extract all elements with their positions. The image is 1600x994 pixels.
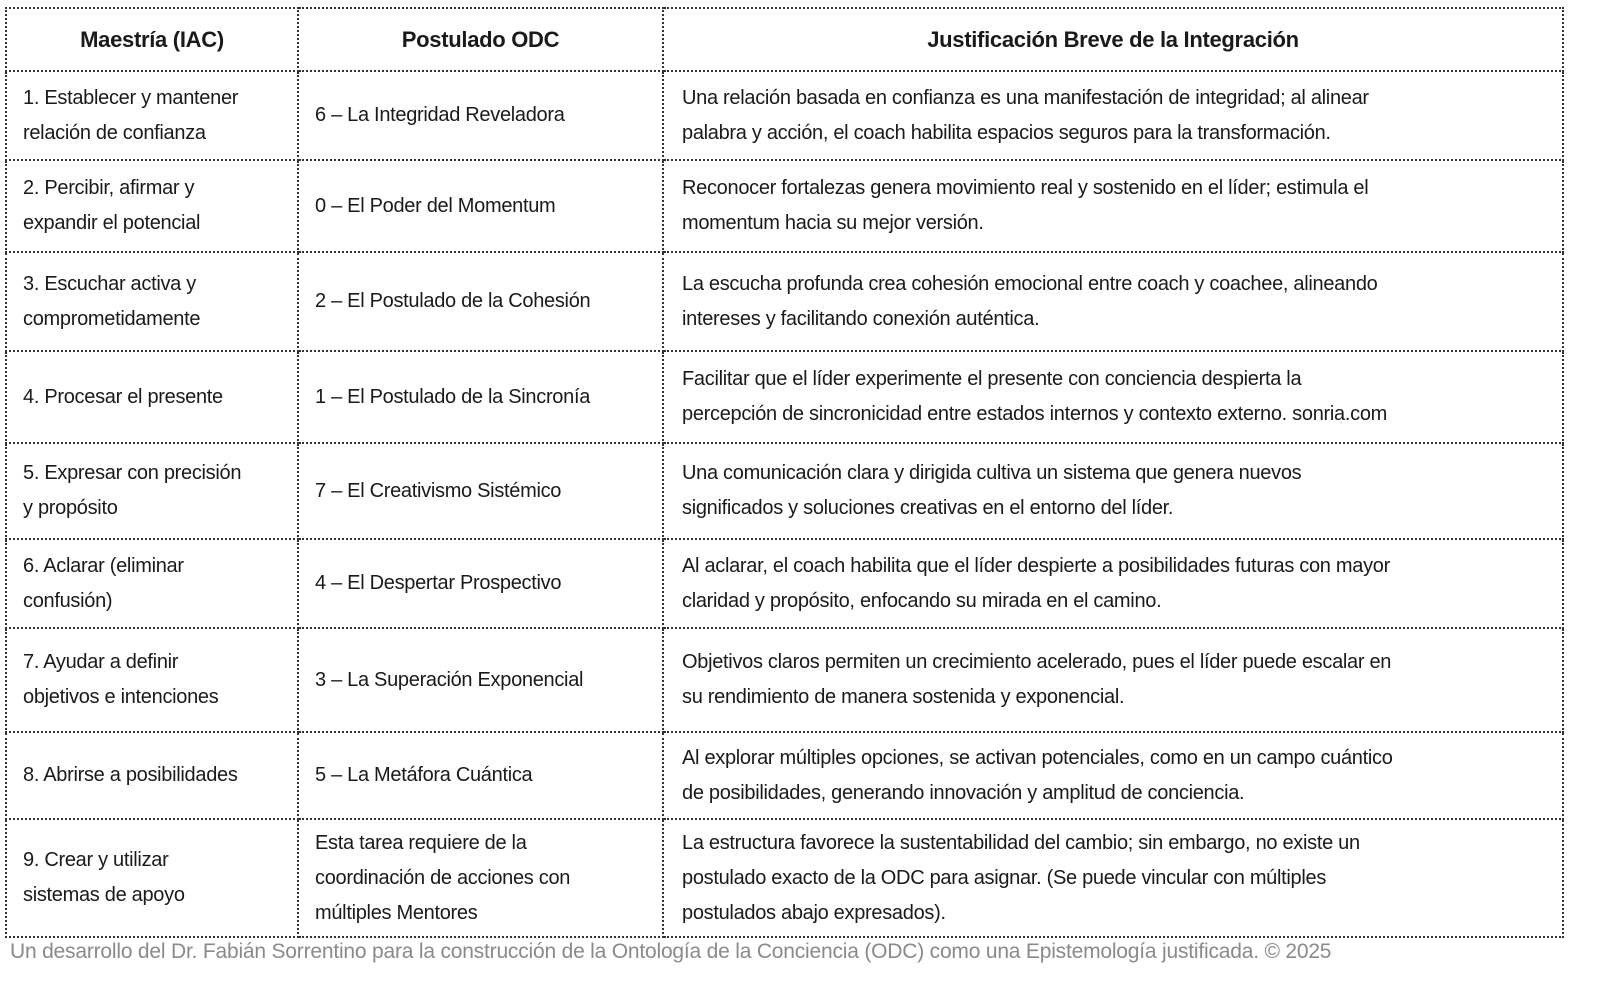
cell-line: 0 – El Poder del Momentum	[315, 194, 556, 217]
cell-postulado	[298, 71, 663, 160]
cell-line: Una comunicación clara y dirigida cultiva un sistema que genera nuevos	[682, 462, 1302, 484]
cell-postulado	[298, 628, 663, 732]
table-row	[6, 819, 1563, 937]
cell-line: Esta tarea requiere de la	[315, 831, 527, 854]
cell-line: La estructura favorece la sustentabilidad del cambio; sin embargo, no existe un	[682, 831, 1360, 854]
cell-line: 1. Establecer y mantener	[23, 86, 239, 109]
cell-line: 1 – El Postulado de la Sincronía	[315, 385, 591, 408]
cell-justificacion	[663, 628, 1563, 732]
cell-line: claridad y propósito, enfocando su mirada en el camino.	[682, 589, 1162, 612]
cell-line: postulados abajo expresados).	[682, 901, 946, 924]
cell-justificacion	[663, 732, 1563, 819]
cell-line: de posibilidades, generando innovación y amplitud de conciencia.	[682, 781, 1245, 804]
cell-maestria	[6, 351, 298, 443]
cell-line: postulado exacto de la ODC para asignar. (Se puede vincular con múltiples	[682, 866, 1327, 889]
cell-line: 5. Expresar con precisión	[23, 462, 242, 484]
cell-line: 2. Percibir, afirmar y	[23, 177, 195, 199]
cell-justificacion	[663, 539, 1563, 628]
integration-table	[5, 7, 1564, 938]
header-justificacion: Justificación Breve de la Integración	[663, 8, 1563, 71]
cell-line: 5 – La Metáfora Cuántica	[315, 764, 533, 786]
table-body	[6, 71, 1563, 937]
cell-line: objetivos e intenciones	[23, 686, 219, 708]
cell-line: palabra y acción, el coach habilita espacios seguros para la transformación.	[682, 121, 1331, 144]
cell-postulado	[298, 160, 663, 252]
cell-line: y propósito	[23, 497, 118, 519]
header-row	[6, 8, 1563, 71]
cell-line: 2 – El Postulado de la Cohesión	[315, 290, 591, 312]
cell-line: 3. Escuchar activa y	[23, 272, 196, 295]
cell-line: 6. Aclarar (eliminar	[23, 554, 184, 577]
cell-line: confusión)	[23, 589, 113, 612]
cell-line: expandir el potencial	[23, 212, 201, 234]
table-row	[6, 252, 1563, 351]
header-maestria: Maestría (IAC)	[6, 8, 298, 71]
cell-line: 4. Procesar el presente	[23, 385, 223, 408]
cell-maestria	[6, 71, 298, 160]
table-row	[6, 71, 1563, 160]
cell-maestria	[6, 443, 298, 539]
cell-justificacion	[663, 160, 1563, 252]
cell-line: Objetivos claros permiten un crecimiento acelerado, pues el líder puede escalar en	[682, 651, 1392, 673]
cell-justificacion	[663, 351, 1563, 443]
cell-line: relación de confianza	[23, 121, 206, 144]
cell-line: 7 – El Creativismo Sistémico	[315, 479, 562, 502]
cell-justificacion	[663, 252, 1563, 351]
cell-line: múltiples Mentores	[315, 901, 478, 924]
cell-line: Reconocer fortalezas genera movimiento real y sostenido en el líder; estimula el	[682, 177, 1369, 199]
cell-line: significados y soluciones creativas en el entorno del líder.	[682, 497, 1174, 519]
cell-justificacion	[663, 819, 1563, 937]
cell-postulado	[298, 732, 663, 819]
cell-line: comprometidamente	[23, 307, 201, 330]
table-row	[6, 628, 1563, 732]
cell-postulado	[298, 819, 663, 937]
cell-maestria	[6, 160, 298, 252]
cell-postulado	[298, 252, 663, 351]
table-row	[6, 732, 1563, 819]
cell-maestria	[6, 539, 298, 628]
cell-maestria	[6, 252, 298, 351]
cell-justificacion	[663, 71, 1563, 160]
cell-line: percepción de sincronicidad entre estados internos y contexto externo. sonria.com	[682, 403, 1387, 425]
header-postulado: Postulado ODC	[298, 8, 663, 71]
cell-line: 8. Abrirse a posibilidades	[23, 764, 238, 786]
cell-postulado	[298, 443, 663, 539]
cell-postulado	[298, 539, 663, 628]
cell-line: 7. Ayudar a definir	[23, 651, 179, 673]
cell-line: momentum hacia su mejor versión.	[682, 212, 984, 234]
cell-maestria	[6, 819, 298, 937]
cell-line: 9. Crear y utilizar	[23, 849, 169, 871]
cell-line: Una relación basada en confianza es una manifestación de integridad; al alinear	[682, 86, 1369, 109]
cell-line: Al aclarar, el coach habilita que el líder despierte a posibilidades futuras con mayor	[682, 554, 1390, 577]
cell-maestria	[6, 628, 298, 732]
cell-line: su rendimiento de manera sostenida y exponencial.	[682, 686, 1125, 708]
cell-justificacion	[663, 443, 1563, 539]
cell-line: intereses y facilitando conexión auténtica.	[682, 307, 1040, 330]
table-row	[6, 443, 1563, 539]
cell-maestria	[6, 732, 298, 819]
table-row	[6, 351, 1563, 443]
cell-line: La escucha profunda crea cohesión emocional entre coach y coachee, alineando	[682, 272, 1378, 295]
cell-line: 4 – El Despertar Prospectivo	[315, 572, 562, 594]
table-row	[6, 160, 1563, 252]
cell-line: sistemas de apoyo	[23, 884, 185, 906]
cell-line: 3 – La Superación Exponencial	[315, 668, 584, 691]
cell-line: Al explorar múltiples opciones, se activan potenciales, como en un campo cuántico	[682, 746, 1393, 769]
footer-credit: Un desarrollo del Dr. Fabián Sorrentino para la construcción de la Ontología de la Conciencia (ODC) como una Epistemología justificada. © 2025	[10, 940, 1332, 963]
table-row	[6, 539, 1563, 628]
cell-line: Facilitar que el líder experimente el presente con conciencia despierta la	[682, 368, 1302, 390]
cell-postulado	[298, 351, 663, 443]
cell-line: coordinación de acciones con	[315, 866, 571, 889]
cell-line: 6 – La Integridad Reveladora	[315, 104, 565, 126]
